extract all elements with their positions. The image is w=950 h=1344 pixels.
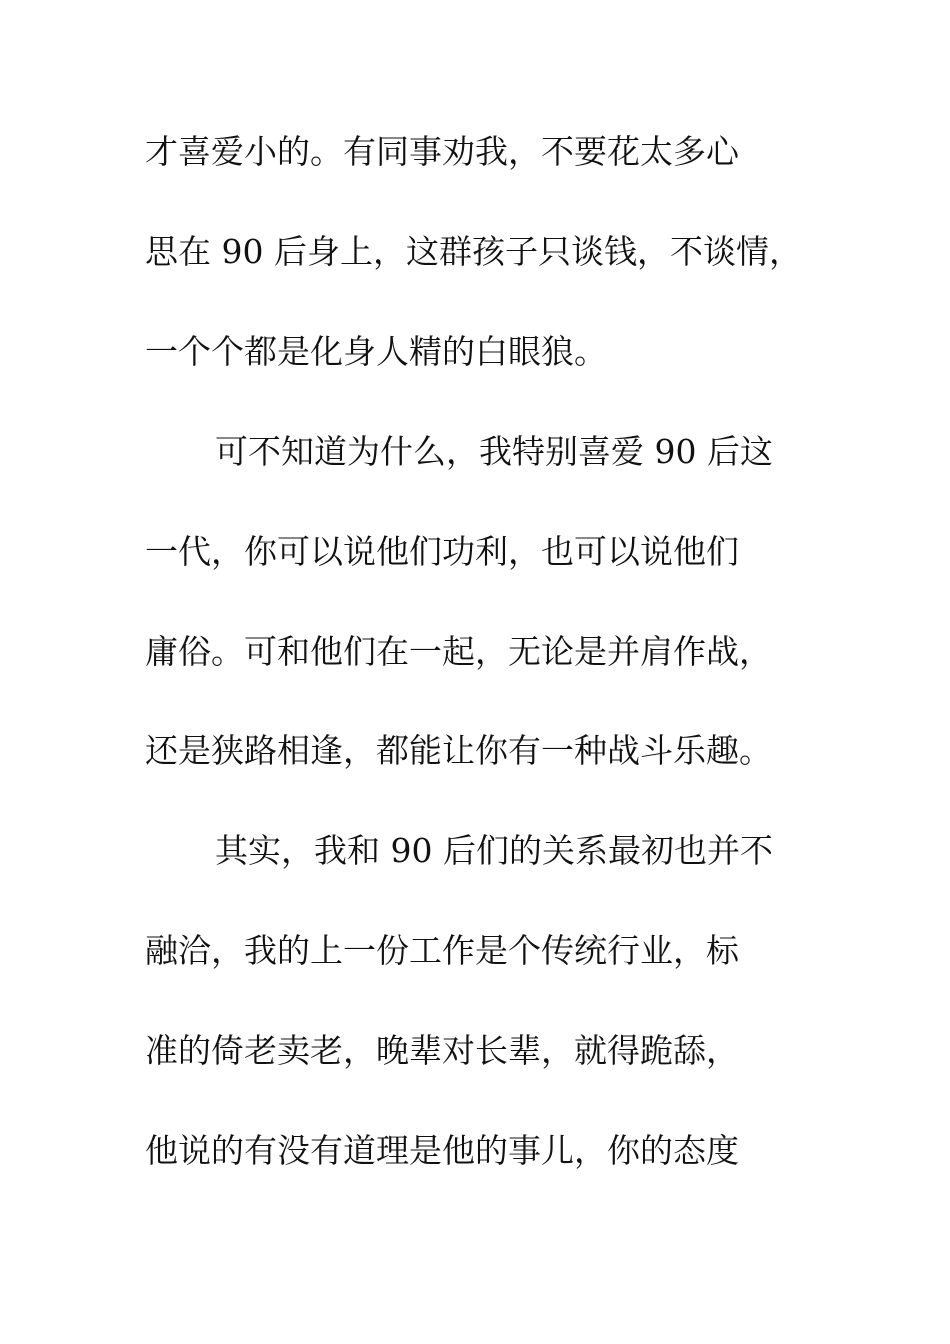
text-line: 庸俗。可和他们在一起，无论是并肩作战， xyxy=(145,632,772,671)
paragraph-first-line: 可不知道为什么，我特别喜爱 90 后这 xyxy=(215,432,773,471)
text-line: 一代，你可以说他们功利，也可以说他们 xyxy=(145,532,739,571)
text-line: 思在 90 后身上，这群孩子只谈钱，不谈情， xyxy=(145,232,802,271)
text-line: 他说的有没有道理是他的事儿，你的态度 xyxy=(145,1131,739,1170)
text-line: 准的倚老卖老，晚辈对长辈，就得跪舔， xyxy=(145,1031,739,1070)
text-line: 才喜爱小的。有同事劝我，不要花太多心 xyxy=(145,132,739,171)
paragraph-first-line: 其实，我和 90 后们的关系最初也并不 xyxy=(215,831,773,870)
text-line: 融洽，我的上一份工作是个传统行业，标 xyxy=(145,931,739,970)
text-line: 一个个都是化身人精的白眼狼。 xyxy=(145,332,607,371)
text-line: 还是狭路相逢，都能让你有一种战斗乐趣。 xyxy=(145,731,772,770)
